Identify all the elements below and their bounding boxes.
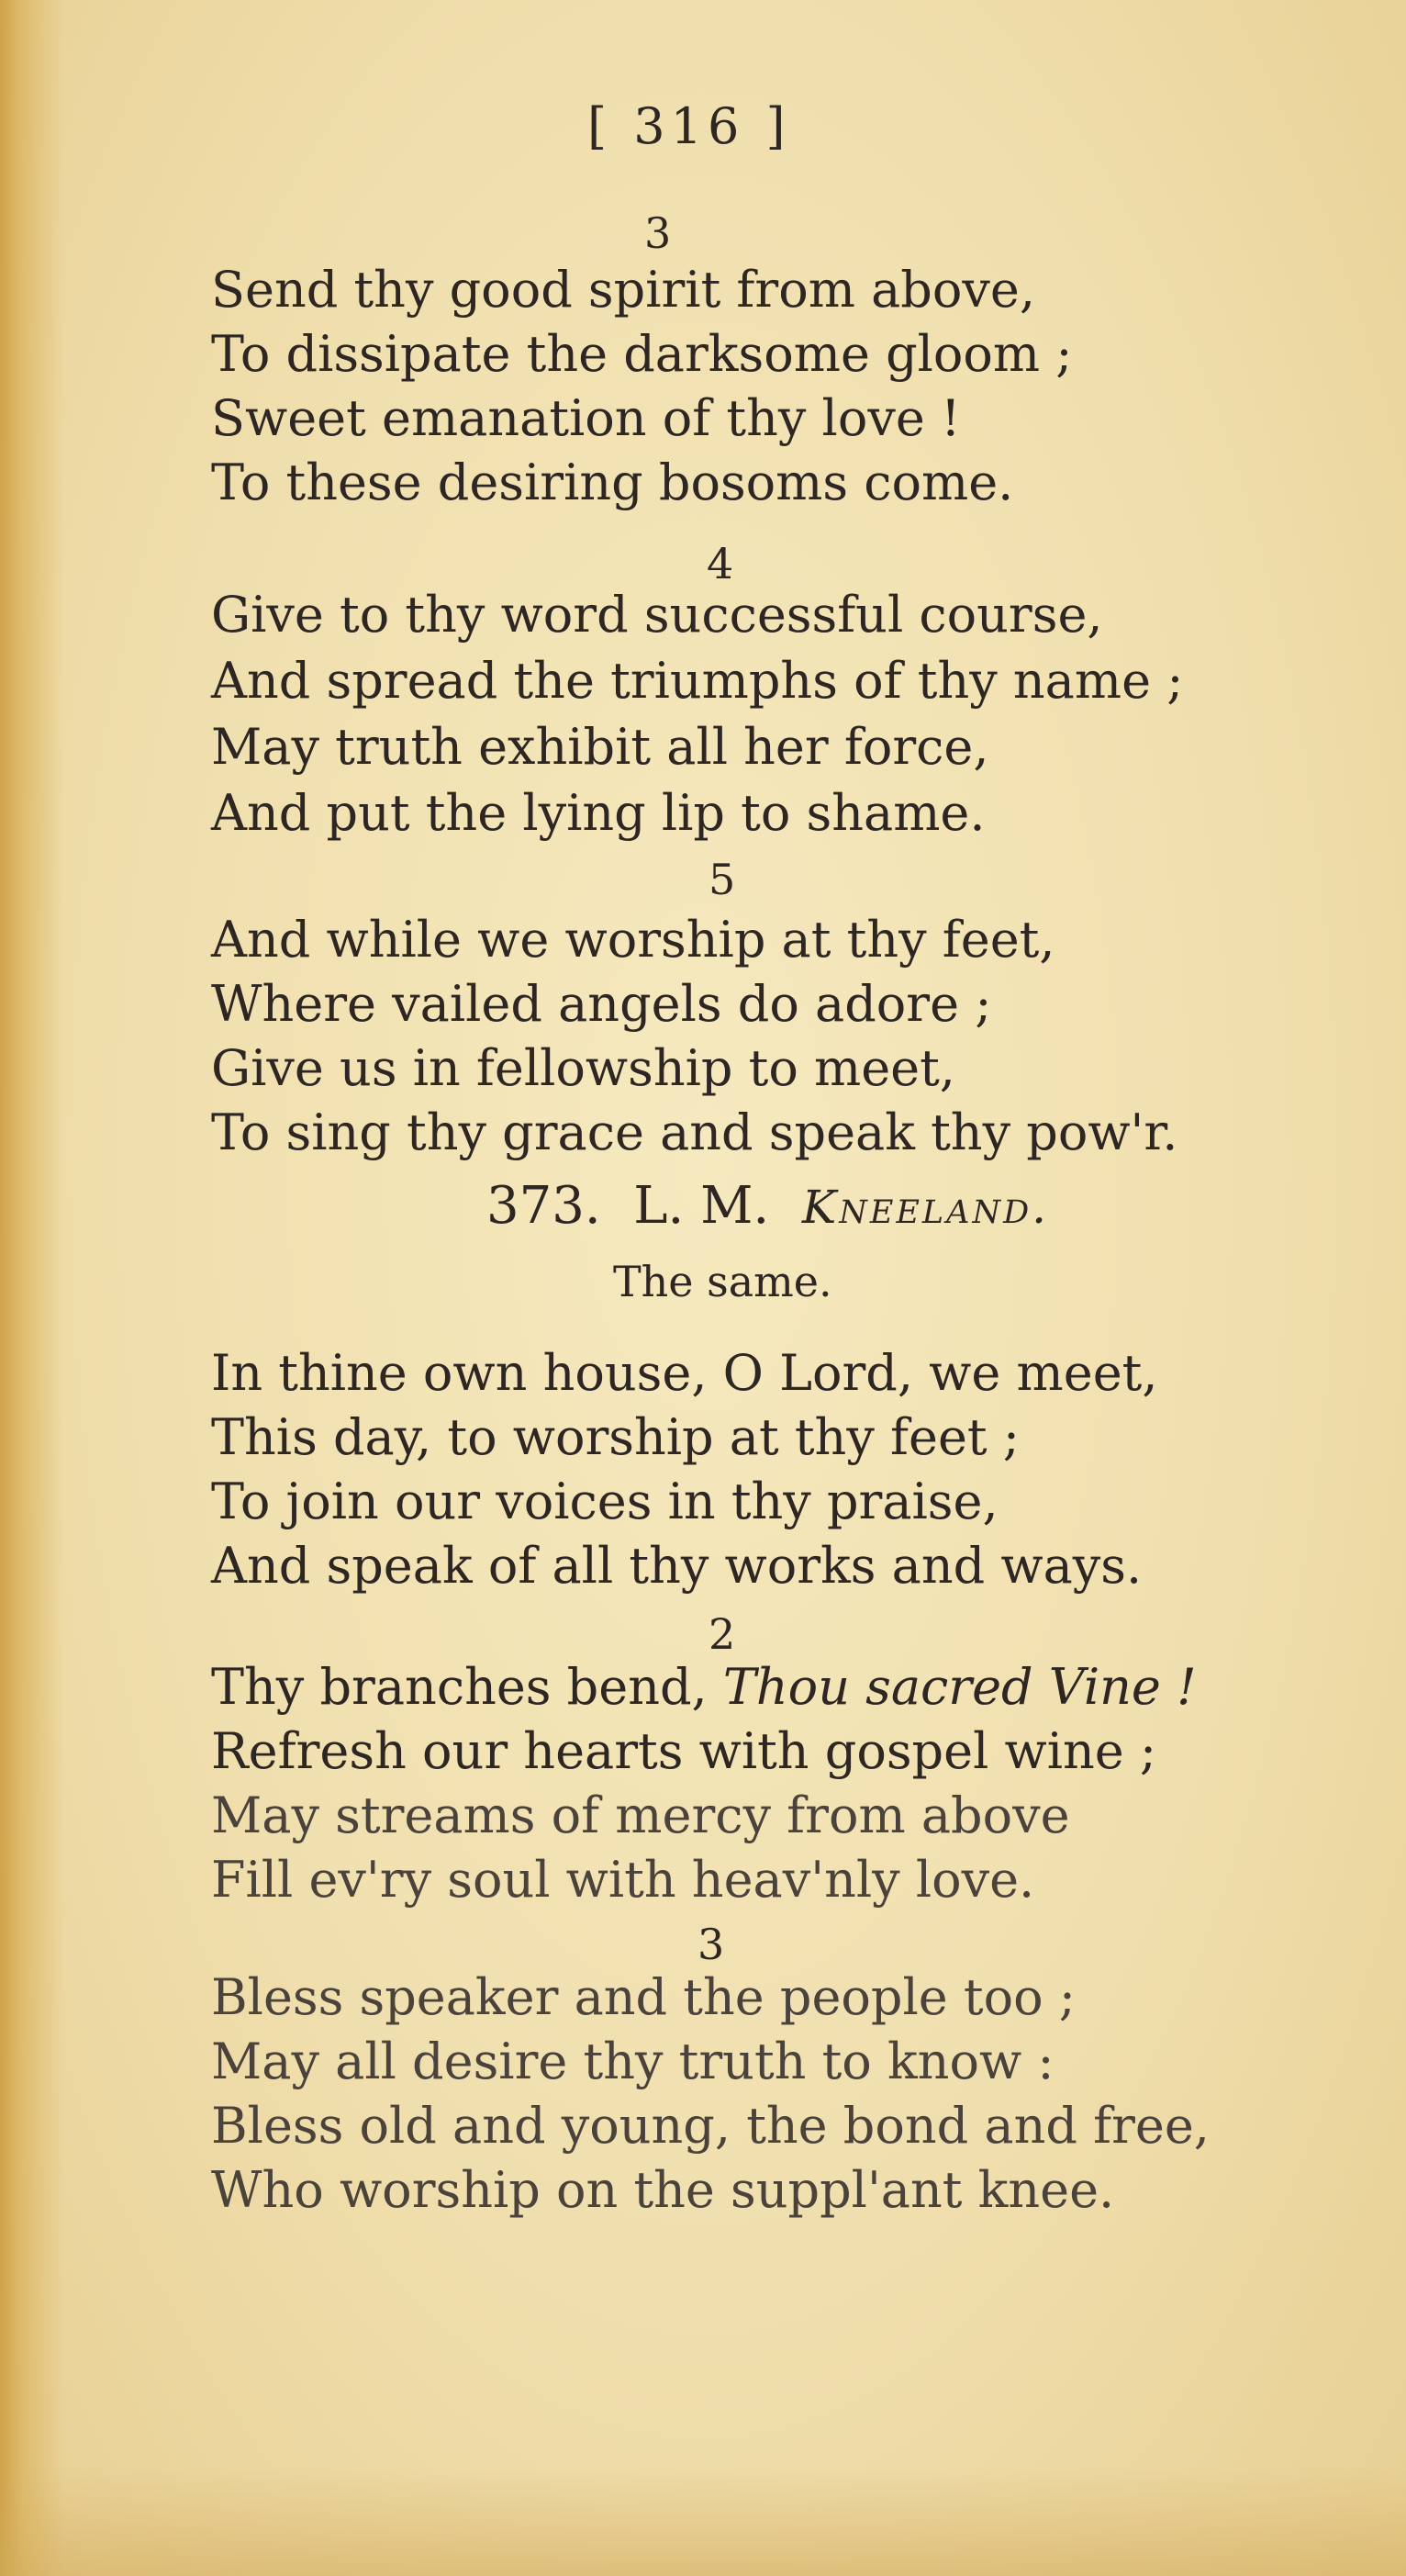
hymn-subtitle: The same.	[613, 1257, 832, 1306]
verse-line: And speak of all thy works and ways.	[211, 1537, 1143, 1595]
page-bottom-stain	[0, 2466, 1406, 2576]
hymn-number: 373.	[486, 1176, 601, 1236]
verse-line: And while we worship at thy feet,	[211, 911, 1055, 969]
verse-line: Sweet emanation of thy love !	[211, 389, 961, 447]
hymn-tune: Kneeland.	[801, 1181, 1050, 1234]
verse-line: Refresh our hearts with gospel wine ;	[211, 1722, 1157, 1780]
verse-line: Give us in fellowship to meet,	[211, 1039, 955, 1097]
verse-line: To dissipate the darksome gloom ;	[211, 325, 1073, 383]
verse-line: To sing thy grace and speak thy pow'r.	[211, 1103, 1178, 1161]
verse-line: May streams of mercy from above	[211, 1786, 1070, 1844]
verse-line: Fill ev'ry soul with heav'nly love.	[211, 1851, 1035, 1909]
stanza-number: 5	[709, 855, 736, 904]
stanza-number: 3	[697, 1920, 725, 1969]
verse-line: This day, to worship at thy feet ;	[211, 1408, 1020, 1466]
stanza-number: 3	[644, 208, 672, 258]
verse-line: And spread the triumphs of thy name ;	[211, 652, 1184, 710]
verse-line: Give to thy word successful course,	[211, 586, 1103, 644]
verse-line: Bless speaker and the people too ;	[211, 1968, 1076, 2026]
verse-line-start: Thy branches bend,	[211, 1658, 723, 1716]
verse-line: Who worship on the suppl'ant knee.	[211, 2161, 1115, 2219]
hymn-heading	[486, 1177, 1049, 1237]
verse-line: Bless old and young, the bond and free,	[211, 2097, 1210, 2155]
verse-line: Send thy good spirit from above,	[211, 261, 1036, 319]
verse-line: To join our voices in thy praise,	[211, 1473, 999, 1530]
verse-line: May all desire thy truth to know :	[211, 2033, 1054, 2090]
verse-line: Where vailed angels do adore ;	[211, 975, 992, 1033]
verse-line	[211, 1660, 1197, 1715]
stanza-number: 2	[709, 1609, 736, 1659]
hymn-meter: L. M.	[633, 1176, 770, 1236]
verse-line: To these desiring bosoms come.	[211, 454, 1014, 511]
verse-line: In thine own house, O Lord, we meet,	[211, 1344, 1158, 1402]
verse-line: And put the lying lip to shame.	[211, 784, 986, 842]
page-edge-stain	[0, 0, 64, 2576]
stanza-number: 4	[707, 539, 734, 588]
verse-line: May truth exhibit all her force,	[211, 718, 989, 776]
verse-line-italic: Thou sacred Vine !	[722, 1658, 1197, 1716]
page-number-header: [ 316 ]	[587, 97, 791, 155]
